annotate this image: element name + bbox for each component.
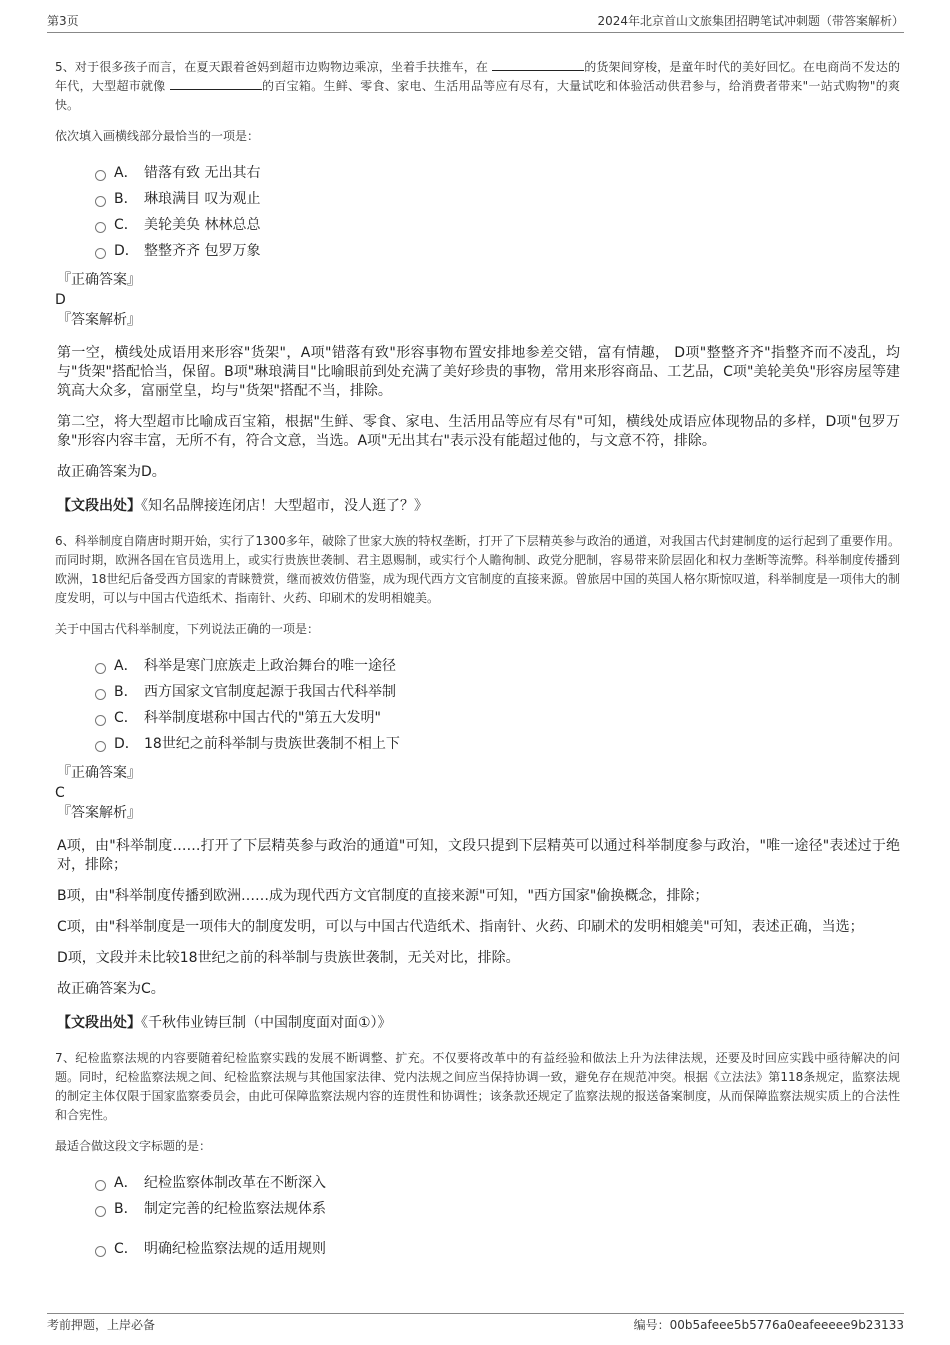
options-list <box>95 1170 900 1262</box>
option-c[interactable]: C． 科举制度堪称中国古代的"第五大发明" <box>95 705 900 731</box>
analysis-label: 『答案解析』 <box>57 312 141 328</box>
analysis-conclusion: 故正确答案为C。 <box>57 981 165 997</box>
radio-icon[interactable] <box>95 663 106 674</box>
question-5 <box>55 58 900 516</box>
analysis-paragraph: 第二空，将大型超市比喻成百宝箱，根据"生鲜、零食、家电、生活用品等应有尽有"可知，横线处成语应体现物品的多样，D项"包罗万象"形容内容丰富，无所不有，符合文意，当选。A项"无出其右"表示没有能超过他的，与文意不符，排除。 <box>57 414 900 449</box>
document-title: 2024年北京首山文旅集团招聘笔试冲刺题（带答案解析） <box>597 14 904 28</box>
question-7 <box>55 1049 900 1262</box>
fill-blank-2 <box>170 77 262 90</box>
page-number: 第3页 <box>47 14 79 28</box>
analysis-paragraph: A项，由"科举制度……打开了下层精英参与政治的通道"可知，文段只提到下层精英可以通过科举制度参与政治，"唯一途径"表述过于绝对，排除； <box>57 838 900 873</box>
source-title: 《知名品牌接连闭店！大型超市，没人逛了？》 <box>141 498 428 514</box>
radio-icon[interactable] <box>95 1246 106 1257</box>
option-b[interactable]: B． 琳琅满目 叹为观止 <box>95 186 900 212</box>
analysis-paragraph: C项，由"科举制度是一项伟大的制度发明，可以与中国古代造纸术、指南针、火药、印刷术的发明相媲美"可知，表述正确，当选； <box>57 919 864 935</box>
option-b[interactable]: B． 制定完善的纪检监察法规体系 <box>95 1196 900 1222</box>
options-list <box>95 160 900 264</box>
radio-icon[interactable] <box>95 741 106 752</box>
question-prompt: 关于中国古代科举制度，下列说法正确的一项是： <box>55 622 320 636</box>
option-d[interactable]: D． 整整齐齐 包罗万象 <box>95 238 900 264</box>
question-prompt: 最适合做这段文字标题的是： <box>55 1139 212 1153</box>
question-stem: 5、对于很多孩子而言，在夏天跟着爸妈到超市边购物边乘凉，坐着手扶推车，在 的货架间穿梭，是童年时代的美好回忆。在电商尚不发达的年代，大型超市就像 的百宝箱。生鲜、零食、家电、生活用品等应有尽有，大量试吃和体验活动供君参与，给消费者带来"一站式购物"的爽快。 <box>55 60 900 112</box>
page-footer <box>47 1313 904 1338</box>
radio-icon[interactable] <box>95 196 106 207</box>
radio-icon[interactable] <box>95 170 106 181</box>
analysis-label: 『答案解析』 <box>57 805 141 821</box>
page-header <box>47 8 904 33</box>
analysis-paragraph: 第一空，横线处成语用来形容"货架"，A项"错落有致"形容事物布置安排地参差交错，富有情趣， D项"整整齐齐"指整齐而不凌乱，均与"货架"搭配恰当，保留。B项"琳琅满目"比喻眼前到处充满了美好珍贵的事物，常用来形容商品、工艺品，C项"美轮美奂"形容房屋等建筑高大众多，富丽堂皇，均与"货架"搭配不当，排除。 <box>57 345 900 399</box>
question-6 <box>55 532 900 1033</box>
option-b[interactable]: B． 西方国家文官制度起源于我国古代科举制 <box>95 679 900 705</box>
option-a[interactable]: A． 纪检监察体制改革在不断深入 <box>95 1170 900 1196</box>
option-a[interactable]: A． 科举是寒门庶族走上政治舞台的唯一途径 <box>95 653 900 679</box>
analysis-paragraph: B项，由"科举制度传播到欧洲……成为现代西方文官制度的直接来源"可知，"西方国家"偷换概念，排除； <box>57 888 709 904</box>
correct-answer-value: C <box>55 785 65 801</box>
radio-icon[interactable] <box>95 248 106 259</box>
correct-answer-value: D <box>55 292 66 308</box>
source-title: 《千秋伟业铸巨制（中国制度面对面①）》 <box>141 1015 392 1031</box>
footer-slogan: 考前押题，上岸必备 <box>47 1318 156 1332</box>
question-stem: 7、纪检监察法规的内容要随着纪检监察实践的发展不断调整、扩充。不仅要将改革中的有益经验和做法上升为法律法规，还要及时回应实践中亟待解决的问题。同时，纪检监察法规之间、纪检监察法规与其他国家法律、党内法规之间应当保持协调一致，避免存在规范冲突。根据《立法法》第118条规定，监察法规的制定主体仅限于国家监察委员会，由此可保障监察法规内容的连贯性和协调性；该条款还规定了监察法规的报送备案制度，从而保障监察法规实质上的合法性和合宪性。 <box>55 1051 900 1122</box>
radio-icon[interactable] <box>95 1180 106 1191</box>
analysis-conclusion: 故正确答案为D。 <box>57 464 166 480</box>
correct-answer-label: 『正确答案』 <box>57 765 141 781</box>
radio-icon[interactable] <box>95 689 106 700</box>
analysis-paragraph: D项，文段并未比较18世纪之前的科举制与贵族世袭制，无关对比，排除。 <box>57 950 520 966</box>
option-c[interactable]: C． 美轮美奂 林林总总 <box>95 212 900 238</box>
option-d[interactable]: D． 18世纪之前科举制与贵族世袭制不相上下 <box>95 731 900 757</box>
option-c[interactable]: C． 明确纪检监察法规的适用规则 <box>95 1236 900 1262</box>
radio-icon[interactable] <box>95 715 106 726</box>
source-line: 【文段出处】《知名品牌接连闭店！大型超市，没人逛了？》 <box>57 498 428 514</box>
question-prompt: 依次填入画横线部分最恰当的一项是： <box>55 129 260 143</box>
fill-blank-1 <box>492 58 584 71</box>
radio-icon[interactable] <box>95 222 106 233</box>
options-list <box>95 653 900 757</box>
source-line: 【文段出处】《千秋伟业铸巨制（中国制度面对面①）》 <box>57 1015 392 1031</box>
option-a[interactable]: A． 错落有致 无出其右 <box>95 160 900 186</box>
document-code: 编号：00b5afeee5b5776a0eafeeeee9b23133 <box>633 1318 904 1332</box>
page-content <box>55 58 900 1262</box>
question-stem: 6、科举制度自隋唐时期开始，实行了1300多年，破除了世家大族的特权垄断，打开了下层精英参与政治的通道，对我国古代封建制度的运行起到了重要作用。而同时期，欧洲各国在官员选用上，或实行贵族世袭制、君主恩赐制，或实行个人瞻徇制、政党分肥制，容易带来阶层固化和权力垄断等流弊。科举制度传播到欧洲，18世纪后备受西方国家的青睐赞赏，继而被效仿借鉴，成为现代西方文官制度的直接来源。曾旅居中国的英国人格尔斯惊叹道，科举制度是一项伟大的制度发明，可以与中国古代造纸术、指南针、火药、印刷术的发明相媲美。 <box>55 534 900 605</box>
radio-icon[interactable] <box>95 1206 106 1217</box>
correct-answer-label: 『正确答案』 <box>57 272 141 288</box>
